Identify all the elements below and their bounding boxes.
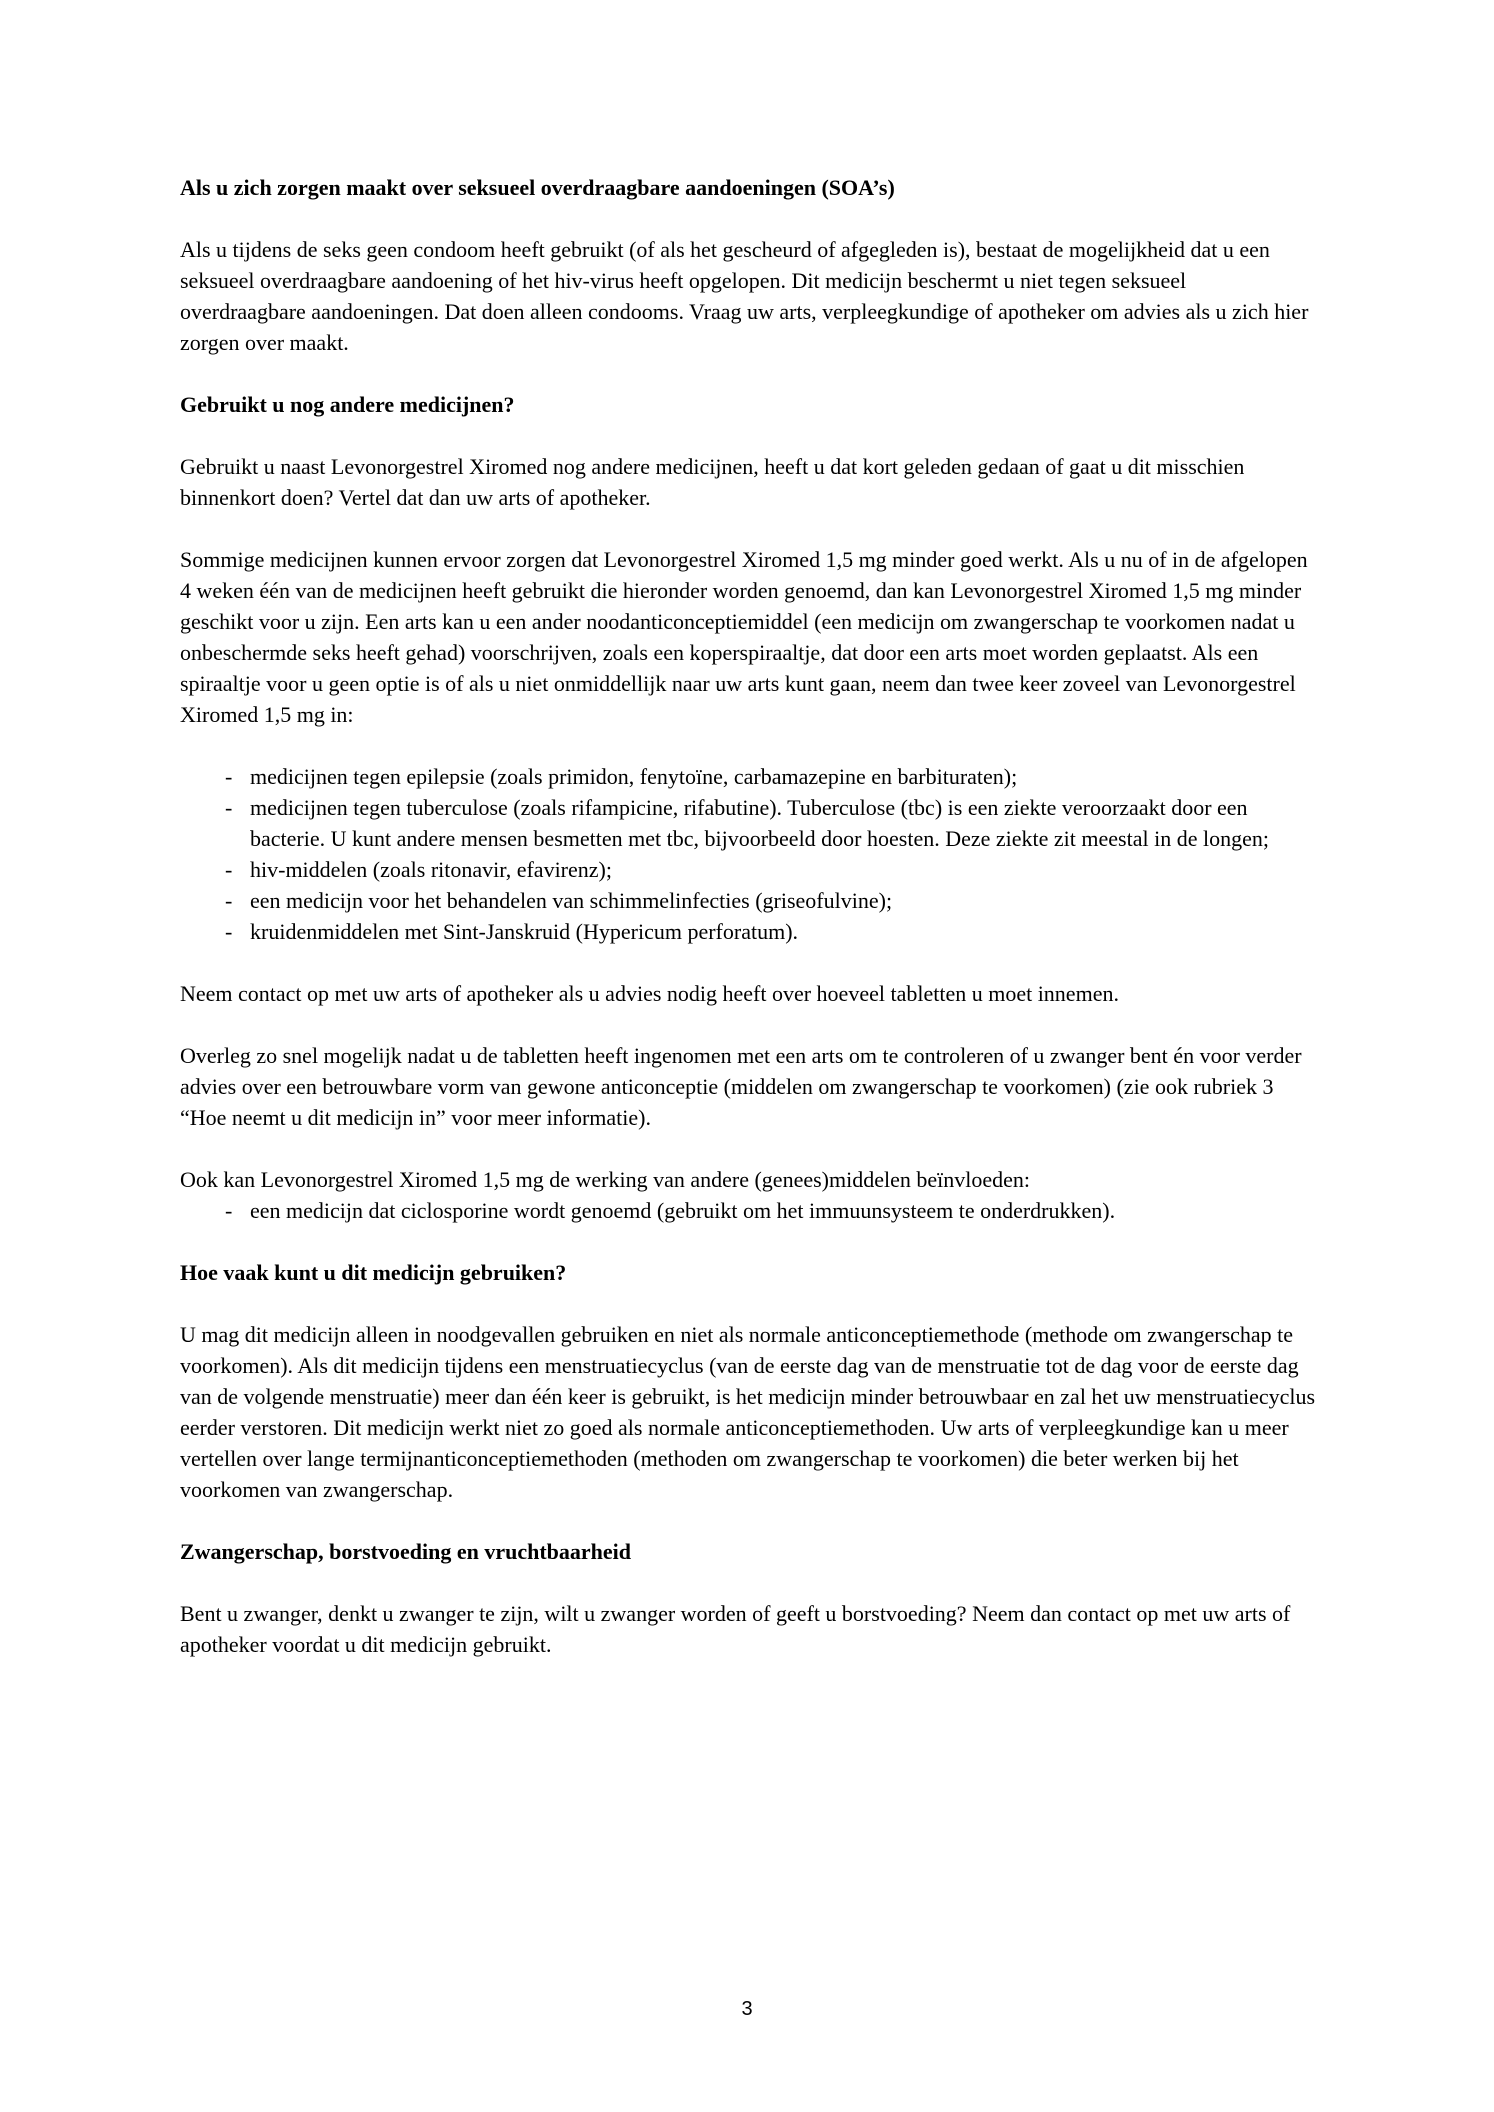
list-item-herbal: - kruidenmiddelen met Sint-Janskruid (Hypericum perforatum). [225, 916, 1316, 947]
heading-other-medicines: Gebruikt u nog andere medicijnen? [180, 392, 515, 417]
interaction-medicine-list [180, 761, 1316, 947]
list-item-hiv: - hiv-middelen (zoals ritonavir, efavirenz); [225, 854, 1316, 885]
paragraph-soa-body: Als u tijdens de seks geen condoom heeft gebruikt (of als het gescheurd of afgegleden is), bestaat de mogelijkheid dat u een seksueel overdraagbare aandoening of het hiv-virus heeft opgelopen. Dit medicijn beschermt u niet tegen seksueel overdraagbare aandoeningen. Dat doen alleen condooms. Vraag uw arts, verpleegkundige of apotheker om advies als u zich hier zorgen over maakt. [180, 237, 1309, 355]
effects-medicine-list [180, 1195, 1316, 1226]
list-item-epilepsy: - medicijnen tegen epilepsie (zoals primidon, fenytoïne, carbamazepine en barbituraten); [225, 761, 1316, 792]
heading-pregnancy: Zwangerschap, borstvoeding en vruchtbaarheid [180, 1539, 632, 1564]
paragraph-effects-intro: Ook kan Levonorgestrel Xiromed 1,5 mg de werking van andere (genees)middelen beïnvloeden: [180, 1167, 1030, 1192]
paragraph-contact-advice: Neem contact op met uw arts of apotheker als u advies nodig heeft over hoeveel tabletten u moet innemen. [180, 981, 1119, 1006]
list-item-tuberculosis: - medicijnen tegen tuberculose (zoals rifampicine, rifabutine). Tuberculose (tbc) is een ziekte veroorzaakt door een bacterie. U kunt andere mensen besmetten met tbc, bijvoorbeeld door hoesten. Deze ziekte zit meestal in de longen; [225, 792, 1316, 854]
paragraph-other-medicines-intro: Gebruikt u naast Levonorgestrel Xiromed nog andere medicijnen, heeft u dat kort geleden gedaan of gaat u dit misschien binnenkort doen? Vertel dat dan uw arts of apotheker. [180, 454, 1245, 510]
heading-soa-concerns: Als u zich zorgen maakt over seksueel overdraagbare aandoeningen (SOA’s) [180, 175, 895, 200]
paragraph-pregnancy-body: Bent u zwanger, denkt u zwanger te zijn, wilt u zwanger worden of geeft u borstvoeding? Neem dan contact op met uw arts of apotheker voordat u dit medicijn gebruikt. [180, 1601, 1291, 1657]
list-item-fungal: - een medicijn voor het behandelen van schimmelinfecties (griseofulvine); [225, 885, 1316, 916]
paragraph-interactions: Sommige medicijnen kunnen ervoor zorgen dat Levonorgestrel Xiromed 1,5 mg minder goed werkt. Als u nu of in de afgelopen 4 weken één van de medicijnen heeft gebruikt die hieronder worden genoemd, dan kan Levonorgestrel Xiromed 1,5 mg minder geschikt voor u zijn. Een arts kan u een ander noodanticonceptiemiddel (een medicijn om zwangerschap te voorkomen nadat u onbeschermde seks heeft gehad) voorschrijven, zoals een koperspiraaltje, dat door een arts moet worden geplaatst. Als een spiraaltje voor u geen optie is of als u niet onmiddellijk naar uw arts kunt gaan, neem dan twee keer zoveel van Levonorgestrel Xiromed 1,5 mg in: [180, 547, 1308, 727]
list-item-ciclosporine: - een medicijn dat ciclosporine wordt genoemd (gebruikt om het immuunsysteem te onderdrukken). [225, 1195, 1316, 1226]
page-number: 3 [741, 1998, 753, 2020]
paragraph-follow-up: Overleg zo snel mogelijk nadat u de tabletten heeft ingenomen met een arts om te controleren of u zwanger bent én voor verder advies over een betrouwbare vorm van gewone anticonceptie (middelen om zwangerschap te voorkomen) (zie ook rubriek 3 “Hoe neemt u dit medicijn in” voor meer informatie). [180, 1043, 1302, 1130]
paragraph-frequency-body: U mag dit medicijn alleen in noodgevallen gebruiken en niet als normale anticonceptiemethode (methode om zwangerschap te voorkomen). Als dit medicijn tijdens een menstruatiecyclus (van de eerste dag van de menstruatie tot de dag voor de eerste dag van de volgende menstruatie) meer dan één keer is gebruikt, is het medicijn minder betrouwbaar en zal het uw menstruatiecyclus eerder verstoren. Dit medicijn werkt niet zo goed als normale anticonceptiemethoden. Uw arts of verpleegkundige kan u meer vertellen over lange termijnanticonceptiemethoden (methoden om zwangerschap te voorkomen) die beter werken bij het voorkomen van zwangerschap. [180, 1322, 1316, 1502]
heading-frequency: Hoe vaak kunt u dit medicijn gebruiken? [180, 1260, 567, 1285]
